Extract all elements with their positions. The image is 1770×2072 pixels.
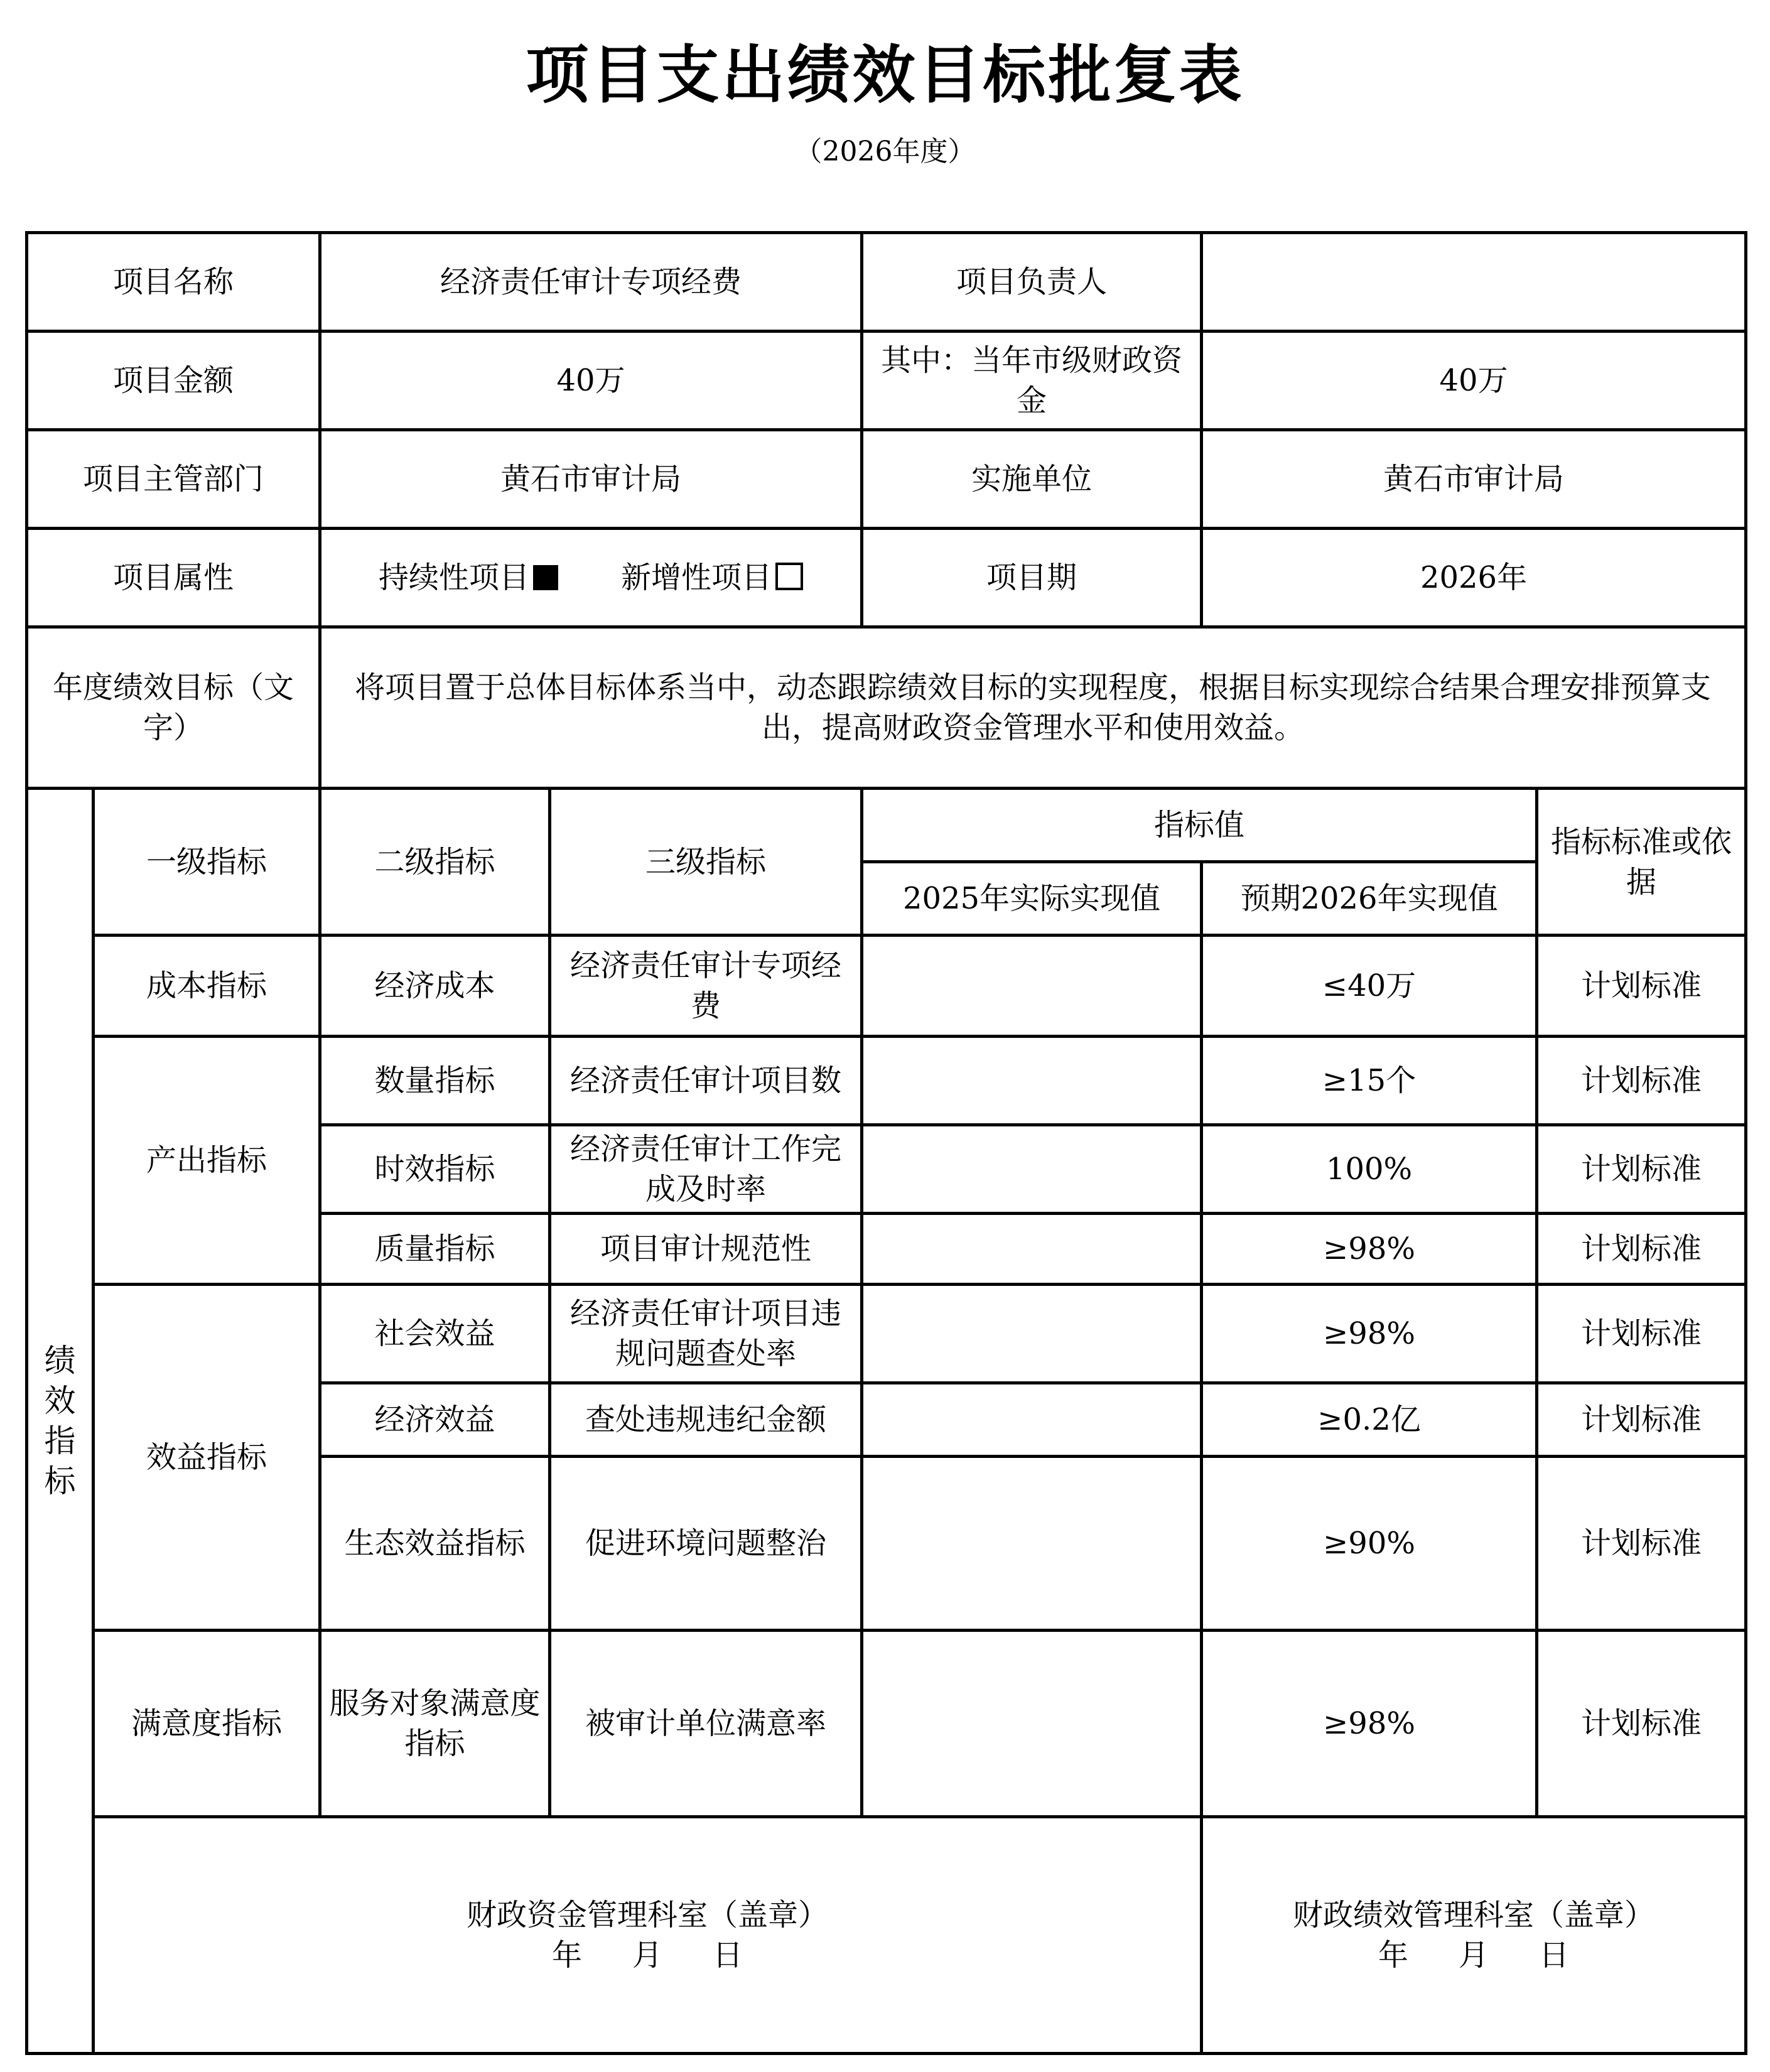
row-level3: 经济责任审计项目数 bbox=[550, 1037, 862, 1125]
header-expected-2026: 预期2026年实现值 bbox=[1202, 862, 1537, 936]
page-title: 项目支出绩效目标批复表 bbox=[526, 38, 1244, 112]
signature-left bbox=[94, 1817, 1202, 2054]
signature-right-date: 年 月 日 bbox=[1378, 1938, 1570, 1973]
row-level2: 时效指标 bbox=[320, 1125, 550, 1214]
unchecked-box-icon bbox=[775, 563, 803, 590]
row-expected-2026: 100% bbox=[1202, 1125, 1537, 1214]
row-level3: 经济责任审计专项经费 bbox=[550, 936, 862, 1037]
row-level2: 生态效益指标 bbox=[320, 1457, 550, 1631]
indicators-side-label: 绩效指标 bbox=[27, 789, 94, 2054]
signature-right bbox=[1202, 1817, 1746, 2054]
row-basis: 计划标准 bbox=[1537, 1037, 1746, 1125]
info-row-dept bbox=[27, 430, 1746, 529]
impl-unit-label: 实施单位 bbox=[862, 430, 1202, 529]
row-expected-2026: ≥98% bbox=[1202, 1631, 1537, 1817]
row-level3: 经济责任审计工作完成及时率 bbox=[550, 1125, 862, 1214]
row-basis: 计划标准 bbox=[1537, 1457, 1746, 1631]
attr-continuing-label: 持续性项目 bbox=[379, 560, 530, 595]
row-basis: 计划标准 bbox=[1537, 936, 1746, 1037]
row-basis: 计划标准 bbox=[1537, 1383, 1746, 1457]
project-name-label: 项目名称 bbox=[27, 233, 320, 332]
header-basis: 指标标准或依据 bbox=[1537, 789, 1746, 936]
signature-left-date: 年 月 日 bbox=[551, 1938, 743, 1973]
info-row-name bbox=[27, 233, 1746, 332]
checked-box-icon bbox=[533, 565, 558, 590]
table-row bbox=[27, 1037, 1746, 1125]
signature-right-label: 财政绩效管理科室（盖章） bbox=[1293, 1897, 1655, 1933]
goal-label: 年度绩效目标（文字） bbox=[27, 627, 320, 789]
page-subtitle: （2026年度） bbox=[794, 136, 976, 168]
row-level2: 质量指标 bbox=[320, 1214, 550, 1285]
row-level2: 经济效益 bbox=[320, 1383, 550, 1457]
indicator-header-row-1 bbox=[27, 789, 1746, 862]
dept-value: 黄石市审计局 bbox=[320, 430, 862, 529]
row-level3: 被审计单位满意率 bbox=[550, 1631, 862, 1817]
header-level3: 三级指标 bbox=[550, 789, 862, 936]
row-basis: 计划标准 bbox=[1537, 1125, 1746, 1214]
row-level2: 社会效益 bbox=[320, 1285, 550, 1383]
row-level2: 数量指标 bbox=[320, 1037, 550, 1125]
table-row bbox=[27, 936, 1746, 1037]
row-actual-2025 bbox=[862, 1383, 1202, 1457]
info-row-attr bbox=[27, 529, 1746, 627]
signature-left-label: 财政资金管理科室（盖章） bbox=[467, 1897, 829, 1933]
row-expected-2026: ≥15个 bbox=[1202, 1037, 1537, 1125]
project-name-value: 经济责任审计专项经费 bbox=[320, 233, 862, 332]
header-actual-2025: 2025年实际实现值 bbox=[862, 862, 1202, 936]
row-level2: 服务对象满意度指标 bbox=[320, 1631, 550, 1817]
table-row bbox=[27, 1631, 1746, 1817]
group-cost: 成本指标 bbox=[94, 936, 320, 1037]
attr-value bbox=[320, 529, 862, 627]
row-basis: 计划标准 bbox=[1537, 1285, 1746, 1383]
row-expected-2026: ≤40万 bbox=[1202, 936, 1537, 1037]
dept-label: 项目主管部门 bbox=[27, 430, 320, 529]
approval-table bbox=[25, 231, 1747, 2055]
goal-text: 将项目置于总体目标体系当中，动态跟踪绩效目标的实现程度，根据目标实现综合结果合理安排预算支出，提高财政资金管理水平和使用效益。 bbox=[320, 627, 1746, 789]
goal-row bbox=[27, 627, 1746, 789]
group-satisfaction: 满意度指标 bbox=[94, 1631, 320, 1817]
project-amount-label: 项目金额 bbox=[27, 332, 320, 430]
period-label: 项目期 bbox=[862, 529, 1202, 627]
info-row-amount bbox=[27, 332, 1746, 430]
row-level2: 经济成本 bbox=[320, 936, 550, 1037]
header-level1: 一级指标 bbox=[94, 789, 320, 936]
signature-row bbox=[27, 1817, 1746, 2054]
row-level3: 查处违规违纪金额 bbox=[550, 1383, 862, 1457]
group-output: 产出指标 bbox=[94, 1037, 320, 1285]
row-actual-2025 bbox=[862, 1037, 1202, 1125]
row-actual-2025 bbox=[862, 1125, 1202, 1214]
city-fund-value: 40万 bbox=[1202, 332, 1746, 430]
row-level3: 促进环境问题整治 bbox=[550, 1457, 862, 1631]
row-level3: 项目审计规范性 bbox=[550, 1214, 862, 1285]
project-leader-value bbox=[1202, 233, 1746, 332]
table-row bbox=[27, 1285, 1746, 1383]
row-expected-2026: ≥98% bbox=[1202, 1214, 1537, 1285]
impl-unit-value: 黄石市审计局 bbox=[1202, 430, 1746, 529]
header-level2: 二级指标 bbox=[320, 789, 550, 936]
row-actual-2025 bbox=[862, 1631, 1202, 1817]
attr-new-label: 新增性项目 bbox=[621, 560, 772, 595]
row-expected-2026: ≥0.2亿 bbox=[1202, 1383, 1537, 1457]
attr-label: 项目属性 bbox=[27, 529, 320, 627]
row-basis: 计划标准 bbox=[1537, 1631, 1746, 1817]
project-amount-value: 40万 bbox=[320, 332, 862, 430]
row-expected-2026: ≥90% bbox=[1202, 1457, 1537, 1631]
row-actual-2025 bbox=[862, 1457, 1202, 1631]
city-fund-label: 其中：当年市级财政资金 bbox=[862, 332, 1202, 430]
row-level3: 经济责任审计项目违规问题查处率 bbox=[550, 1285, 862, 1383]
project-leader-label: 项目负责人 bbox=[862, 233, 1202, 332]
row-actual-2025 bbox=[862, 1214, 1202, 1285]
period-value: 2026年 bbox=[1202, 529, 1746, 627]
row-actual-2025 bbox=[862, 936, 1202, 1037]
row-basis: 计划标准 bbox=[1537, 1214, 1746, 1285]
row-expected-2026: ≥98% bbox=[1202, 1285, 1537, 1383]
group-benefit: 效益指标 bbox=[94, 1285, 320, 1631]
header-value: 指标值 bbox=[862, 789, 1537, 862]
row-actual-2025 bbox=[862, 1285, 1202, 1383]
